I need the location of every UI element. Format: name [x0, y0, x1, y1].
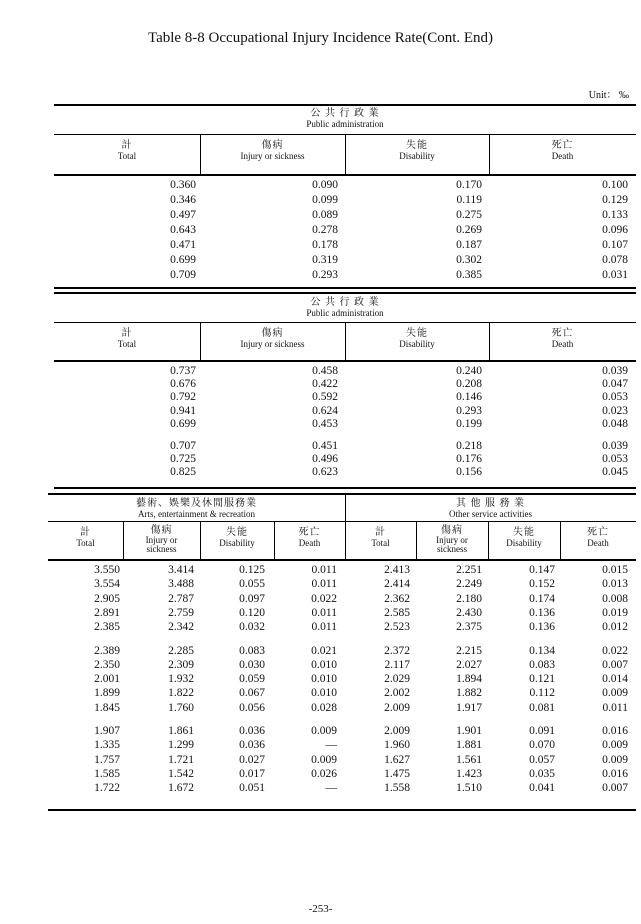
other-injury-header: 傷病 Injury or sickness [436, 525, 468, 554]
table-cell: 0.792 [170, 391, 196, 404]
table-cell: 0.623 [312, 466, 338, 479]
table-section-1 [54, 104, 636, 290]
table-cell: 0.016 [602, 725, 628, 737]
arts-total-header: 計 Total [76, 527, 95, 548]
other-total-header: 計 Total [371, 527, 390, 548]
table-cell: 0.453 [312, 417, 338, 430]
table-cell: 0.090 [312, 179, 338, 191]
table-cell: 0.592 [312, 391, 338, 404]
table-cell: 0.009 [602, 753, 628, 766]
table-cell: 2.372 [384, 644, 410, 657]
table-cell: 2.180 [456, 592, 482, 605]
table-cell: 2.029 [384, 673, 410, 686]
table-cell: 0.011 [311, 578, 337, 591]
table-cell: 1.917 [456, 701, 482, 714]
table-cell: 2.285 [168, 644, 194, 657]
table-cell: 1.760 [168, 701, 194, 714]
table-cell: 2.309 [168, 658, 194, 671]
table-cell: 0.091 [529, 725, 555, 737]
table-cell: 1.299 [168, 739, 194, 752]
table-cell: 0.009 [602, 739, 628, 752]
section-2-title-en: Public administration [306, 308, 384, 318]
table-cell: 0.178 [312, 239, 338, 251]
table-cell: — [325, 782, 337, 795]
table-cell: 0.055 [239, 578, 265, 591]
table-cell: 0.096 [602, 224, 628, 236]
table-cell: 0.056 [239, 701, 265, 714]
table-cell: 0.009 [311, 725, 337, 737]
table-cell: 0.070 [529, 739, 555, 752]
table-cell: 0.059 [239, 673, 265, 686]
col-total-header: 計 Total [117, 140, 137, 161]
table-cell: 2.002 [384, 687, 410, 700]
table-cell: 0.218 [456, 440, 482, 452]
table-cell: 0.041 [529, 782, 555, 795]
table-cell: 1.672 [168, 782, 194, 795]
table-cell: 0.017 [239, 767, 265, 780]
table-cell: 0.125 [239, 564, 265, 576]
table-cell: 0.022 [311, 592, 337, 605]
table-cell: 0.187 [456, 239, 482, 251]
arts-injury-header: 傷病 Injury or sickness [145, 525, 178, 554]
table-cell: 0.011 [311, 621, 337, 634]
table-cell: 2.585 [384, 606, 410, 619]
table-cell: 0.036 [239, 739, 265, 752]
table-cell: 0.176 [456, 453, 482, 466]
table-cell: 0.707 [170, 440, 196, 452]
table-cell: 0.012 [602, 621, 628, 634]
table-cell: 0.053 [602, 453, 628, 466]
table-cell: 0.269 [456, 224, 482, 236]
table-cell: 0.941 [170, 404, 196, 417]
table-cell: 2.249 [456, 578, 482, 591]
table-cell: 1.901 [456, 725, 482, 737]
table-cell: 0.112 [529, 687, 555, 700]
page-number: -253- [308, 903, 333, 915]
table-cell: 1.861 [168, 725, 194, 737]
table-cell: 0.011 [602, 701, 628, 714]
other-death-header: 死亡 Death [587, 527, 609, 548]
table-cell: 1.335 [94, 739, 120, 752]
table-cell: 0.497 [170, 209, 196, 221]
col-total-header: 計 Total [117, 328, 137, 349]
table-cell: 2.117 [384, 658, 410, 671]
table-cell: 0.199 [456, 417, 482, 430]
col-injury-header: 傷病 Injury or sickness [240, 328, 305, 349]
table-cell: 0.278 [312, 224, 338, 236]
table-cell: 3.414 [168, 564, 194, 576]
section-1-title-en: Public administration [306, 119, 384, 129]
table-cell: 2.027 [456, 658, 482, 671]
table-cell: 0.174 [529, 592, 555, 605]
table-cell: 0.083 [239, 644, 265, 657]
table-cell: 0.047 [602, 378, 628, 391]
table-cell: 0.045 [602, 466, 628, 479]
table-cell: 2.759 [168, 606, 194, 619]
unit-label: Unit： [588, 90, 617, 101]
table-cell: 0.083 [529, 658, 555, 671]
section-3-left-title-zh: 藝術、娛樂及休閒服務業 [136, 498, 257, 509]
table-cell: 0.053 [602, 391, 628, 404]
table-cell: 0.319 [312, 254, 338, 266]
table-cell: 0.013 [602, 578, 628, 591]
section-2-title-zh: 公 共 行 政 業 [310, 297, 380, 308]
table-cell: 2.414 [384, 578, 410, 591]
table-cell: 1.558 [384, 782, 410, 795]
table-cell: 2.251 [456, 564, 482, 576]
table-cell: 1.585 [94, 767, 120, 780]
table-cell: 0.107 [602, 239, 628, 251]
table-cell: 0.825 [170, 466, 196, 479]
table-cell: 0.471 [170, 239, 196, 251]
table-cell: 0.208 [456, 378, 482, 391]
table-cell: 1.882 [456, 687, 482, 700]
table-cell: 0.035 [529, 767, 555, 780]
table-cell: 1.822 [168, 687, 194, 700]
table-cell: 1.542 [168, 767, 194, 780]
table-cell: 0.026 [311, 767, 337, 780]
table-cell: 0.121 [529, 673, 555, 686]
section-3-right-title-en: Other service activities [449, 509, 532, 519]
table-cell: 2.413 [384, 564, 410, 576]
col-death-header: 死亡 Death [551, 328, 574, 349]
table-cell: 2.389 [94, 644, 120, 657]
table-cell: 0.009 [602, 687, 628, 700]
section-1-title-zh: 公 共 行 政 業 [310, 108, 380, 119]
table-cell: 0.360 [170, 179, 196, 191]
table-cell: 0.240 [456, 365, 482, 377]
table-cell: 0.120 [239, 606, 265, 619]
table-cell: 0.019 [602, 606, 628, 619]
table-cell: 0.099 [312, 194, 338, 206]
table-cell: 1.845 [94, 701, 120, 714]
arts-disability-header: 失能 Disability [219, 527, 255, 548]
table-cell: 0.496 [312, 453, 338, 466]
table-cell: 2.215 [456, 644, 482, 657]
table-cell: 0.624 [312, 404, 338, 417]
table-cell: 0.009 [311, 753, 337, 766]
table-cell: 0.078 [602, 254, 628, 266]
table-cell: 0.097 [239, 592, 265, 605]
table-cell: 0.293 [456, 404, 482, 417]
other-disability-header: 失能 Disability [506, 527, 542, 548]
table-cell: 2.001 [94, 673, 120, 686]
table-cell: 1.722 [94, 782, 120, 795]
table-cell: 0.156 [456, 466, 482, 479]
table-cell: 0.008 [602, 592, 628, 605]
table-cell: 0.458 [312, 365, 338, 377]
table-cell: 0.451 [312, 440, 338, 452]
table-section-2 [54, 292, 636, 492]
table-cell: 2.385 [94, 621, 120, 634]
table-cell: 1.932 [168, 673, 194, 686]
table-cell: 0.051 [239, 782, 265, 795]
section-3-left-title-en: Arts, entertainment & recreation [138, 509, 255, 519]
table-cell: 0.699 [170, 417, 196, 430]
table-cell: 0.015 [602, 564, 628, 576]
table-cell: 2.009 [384, 725, 410, 737]
table-cell: 1.894 [456, 673, 482, 686]
table-cell: 1.627 [384, 753, 410, 766]
table-cell: 3.550 [94, 564, 120, 576]
table-cell: 0.346 [170, 194, 196, 206]
table-cell: 0.709 [170, 269, 196, 281]
arts-death-header: 死亡 Death [298, 527, 321, 548]
unit-value: ‰ [619, 90, 629, 101]
table-cell: 1.899 [94, 687, 120, 700]
table-cell: 0.129 [602, 194, 628, 206]
section-3-right-title-zh: 其 他 服 務 業 [456, 498, 525, 509]
table-cell: — [325, 739, 337, 752]
table-cell: 1.907 [94, 725, 120, 737]
table-cell: 0.011 [311, 564, 337, 576]
table-cell: 0.039 [602, 365, 628, 377]
table-section-3 [48, 493, 636, 815]
col-injury-header: 傷病 Injury or sickness [240, 140, 305, 161]
table-cell: 0.133 [602, 209, 628, 221]
table-cell: 2.009 [384, 701, 410, 714]
table-cell: 2.362 [384, 592, 410, 605]
col-death-header: 死亡 Death [551, 140, 574, 161]
table-cell: 0.293 [312, 269, 338, 281]
table-cell: 0.011 [311, 606, 337, 619]
col-disability-header: 失能 Disability [399, 328, 435, 349]
table-cell: 3.554 [94, 578, 120, 591]
table-cell: 0.170 [456, 179, 482, 191]
table-cell: 0.036 [239, 725, 265, 737]
table-cell: 0.039 [602, 440, 628, 452]
table-cell: 0.048 [602, 417, 628, 430]
table-cell: 0.021 [311, 644, 337, 657]
col-disability-header: 失能 Disability [399, 140, 435, 161]
table-cell: 2.342 [168, 621, 194, 634]
table-cell: 0.643 [170, 224, 196, 236]
table-cell: 0.725 [170, 453, 196, 466]
table-cell: 0.007 [602, 658, 628, 671]
table-cell: 2.430 [456, 606, 482, 619]
table-cell: 0.010 [311, 658, 337, 671]
table-cell: 0.136 [529, 621, 555, 634]
table-cell: 1.423 [456, 767, 482, 780]
table-cell: 0.032 [239, 621, 265, 634]
table-cell: 2.375 [456, 621, 482, 634]
page-title: Table 8-8 Occupational Injury Incidence Rate(Cont. End) [147, 30, 494, 46]
table-cell: 0.699 [170, 254, 196, 266]
table-cell: 2.905 [94, 592, 120, 605]
table-cell: 0.067 [239, 687, 265, 700]
table-cell: 0.007 [602, 782, 628, 795]
table-cell: 0.057 [529, 753, 555, 766]
table-cell: 1.510 [456, 782, 482, 795]
table-cell: 1.721 [168, 753, 194, 766]
table-cell: 0.023 [602, 404, 628, 417]
table-cell: 1.757 [94, 753, 120, 766]
unit-note [589, 86, 629, 101]
table-cell: 0.302 [456, 254, 482, 266]
table-cell: 2.787 [168, 592, 194, 605]
table-cell: 2.891 [94, 606, 120, 619]
table-cell: 3.488 [168, 578, 194, 591]
table-cell: 0.146 [456, 391, 482, 404]
table-cell: 2.523 [384, 621, 410, 634]
table-cell: 0.385 [456, 269, 482, 281]
table-cell: 0.134 [529, 644, 555, 657]
table-cell: 0.136 [529, 606, 555, 619]
table-cell: 0.089 [312, 209, 338, 221]
table-cell: 0.081 [529, 701, 555, 714]
table-cell: 0.022 [602, 644, 628, 657]
table-cell: 1.561 [456, 753, 482, 766]
table-cell: 0.010 [311, 687, 337, 700]
table-cell: 0.275 [456, 209, 482, 221]
table-cell: 1.475 [384, 767, 410, 780]
table-cell: 0.737 [170, 365, 196, 377]
table-cell: 2.350 [94, 658, 120, 671]
table-cell: 0.031 [602, 269, 628, 281]
table-cell: 0.027 [239, 753, 265, 766]
table-cell: 1.881 [456, 739, 482, 752]
table-cell: 0.030 [239, 658, 265, 671]
table-cell: 0.119 [456, 194, 482, 206]
table-cell: 0.147 [529, 564, 555, 576]
table-cell: 0.014 [602, 673, 628, 686]
table-cell: 0.100 [602, 179, 628, 191]
table-cell: 0.422 [312, 378, 338, 391]
table-cell: 0.010 [311, 673, 337, 686]
table-cell: 0.152 [529, 578, 555, 591]
table-cell: 0.016 [602, 767, 628, 780]
table-cell: 1.960 [384, 739, 410, 752]
table-cell: 0.028 [311, 701, 337, 714]
table-cell: 0.676 [170, 378, 196, 391]
